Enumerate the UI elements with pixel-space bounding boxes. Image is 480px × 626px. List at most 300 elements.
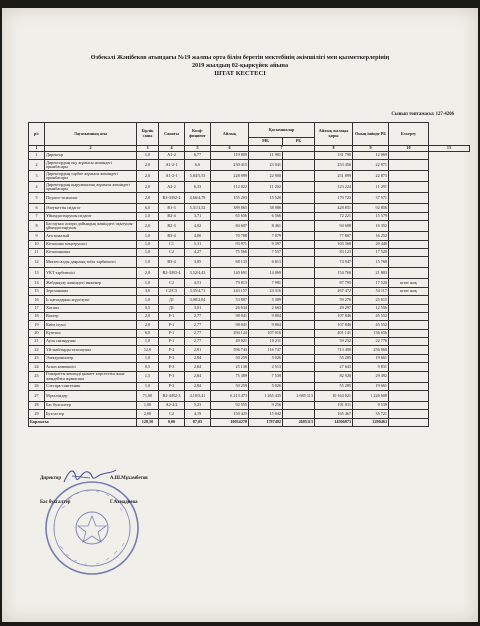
cell-u: 0,5 — [137, 363, 159, 371]
cell-rbf: 11 291 — [353, 182, 389, 193]
cell-note — [389, 268, 429, 279]
cell-note — [389, 171, 429, 182]
cell-note — [389, 346, 429, 354]
official-seal-mark — [42, 478, 142, 578]
cell-sal: 294 124 — [211, 329, 249, 337]
total-label: Барлығы: — [29, 418, 137, 426]
total-sal: 10034278 — [211, 418, 249, 426]
cell-k: 4,19 — [185, 410, 211, 418]
cell-name: Үй-жайларды тазалаушы — [45, 346, 137, 354]
cell-mb: 9 397 — [249, 240, 283, 248]
cell-note — [389, 212, 429, 220]
cell-rbf: 20 440 — [353, 240, 389, 248]
table-row — [29, 212, 470, 220]
cell-note — [389, 312, 429, 320]
cell-sal: 98 041 — [211, 321, 249, 329]
cell-sal: 596 743 — [211, 346, 249, 354]
cell-u: 12,0 — [137, 346, 159, 354]
cell-rbf: 16 352 — [353, 221, 389, 232]
cell-note — [389, 321, 429, 329]
director-label: Директор — [40, 476, 61, 481]
cell-u: 1,0 — [137, 212, 159, 220]
cell-fund: 83 123 — [315, 248, 353, 256]
cell-note — [389, 363, 429, 371]
cell-cat: Р-3 — [159, 371, 185, 382]
table-row — [29, 296, 470, 304]
cell-k: 6,6 — [185, 160, 211, 171]
cell-rbf: 256 960 — [353, 346, 389, 354]
cell-k: 6,33 — [185, 182, 211, 193]
cell-mb: 6 566 — [249, 212, 283, 220]
cell-u: 1,0 — [137, 152, 159, 160]
cell-rbf: 25 015 — [353, 296, 389, 304]
cell-n: 17 — [29, 304, 45, 312]
cell-mb: 6 813 — [249, 257, 283, 268]
cell-name: Ұйымдастырушы педагог — [45, 212, 137, 220]
cell-n: 1 — [29, 152, 45, 160]
cell-k: 4,27 — [185, 248, 211, 256]
cell-name: Жабдықтау жөніндегі инженер — [45, 279, 137, 287]
cell-rb — [283, 152, 315, 160]
cell-sal: 26 634 — [211, 304, 249, 312]
cell-rb — [283, 304, 315, 312]
table-row — [29, 193, 470, 204]
cell-k: 4,00 — [185, 232, 211, 240]
cell-name: Мұғалімдер — [45, 391, 137, 402]
total-u: 128,50 — [137, 418, 159, 426]
cell-name: Аға вожатый — [45, 232, 137, 240]
col-header-mb: МБ — [249, 138, 283, 146]
cell-n: 11 — [29, 248, 45, 256]
cell-sal: 68 133 — [211, 257, 249, 268]
total-k: 87,05 — [185, 418, 211, 426]
cell-rbf: 45 552 — [353, 312, 389, 320]
cell-rbf: 22 971 — [353, 160, 389, 171]
cell-rb — [283, 363, 315, 371]
cell-n: 20 — [29, 329, 45, 337]
cell-u: 2,0 — [137, 171, 159, 182]
cell-mb: 11 202 — [249, 182, 283, 193]
cell-fund: 74 947 — [315, 257, 353, 268]
cell-name: Бастауыш әскери дайындық жөніндегі оқытушы-ұйымдастырушы — [45, 221, 137, 232]
cell-u: 2,0 — [137, 312, 159, 320]
cell-u: 6,0 — [137, 329, 159, 337]
cell-fund: 103 368 — [315, 240, 353, 248]
cell-rb: 2 685 113 — [283, 391, 315, 402]
cell-rbf: 22 776 — [353, 338, 389, 346]
index-cell: 4 — [159, 146, 185, 152]
cell-sal: 228 999 — [211, 171, 249, 182]
cell-mb: 9 804 — [249, 312, 283, 320]
cell-rbf: 15 768 — [353, 257, 389, 268]
cell-u: 2,0 — [137, 268, 159, 279]
cell-mb: 5 389 — [249, 296, 283, 304]
table-row — [29, 391, 470, 402]
cell-rb — [283, 354, 315, 362]
cell-note — [389, 248, 429, 256]
index-cell: 7 — [249, 146, 315, 152]
cell-rb — [283, 193, 315, 204]
cell-cat: Р-3 — [159, 382, 185, 390]
cell-rbf: 12 556 — [353, 304, 389, 312]
cell-u: 1,0 — [137, 296, 159, 304]
cell-note — [389, 304, 429, 312]
table-row — [29, 240, 470, 248]
cell-u: 1,5 — [137, 371, 159, 382]
cell-n: 28 — [29, 402, 45, 410]
cell-fund: 82 928 — [315, 371, 353, 382]
cell-mb: 107 016 — [249, 329, 283, 337]
cell-cat: А2-2 — [159, 182, 185, 193]
cell-u: 1,0 — [137, 338, 159, 346]
cell-name: Аула сыпырушы — [45, 338, 137, 346]
table-row — [29, 232, 470, 240]
cell-name: Әлеуметтік педагог — [45, 204, 137, 212]
cell-rb — [283, 287, 315, 295]
table-row — [29, 171, 470, 182]
cell-sal: 243 157 — [211, 287, 249, 295]
total-rb: 2685113 — [283, 418, 315, 426]
cell-u: 1,0 — [137, 257, 159, 268]
cell-name: Аспаз көмекшісі — [45, 363, 137, 371]
cell-rb — [283, 312, 315, 320]
cell-sal: 75 389 — [211, 371, 249, 382]
cell-k: 2,84 — [185, 382, 211, 390]
cell-sal: 155 203 — [211, 193, 249, 204]
cell-k: 4,66/4,79 — [185, 193, 211, 204]
cell-cat: В2-4/В2-3 — [159, 391, 185, 402]
cell-cat: С2 — [159, 248, 185, 256]
cell-mb: 7 079 — [249, 232, 283, 240]
cell-rb — [283, 296, 315, 304]
cell-rbf: 35 721 — [353, 410, 389, 418]
cell-name: Педагог-психолог — [45, 193, 137, 204]
cell-rb — [283, 382, 315, 390]
cell-k: 6,77 — [185, 152, 211, 160]
cell-u: 2,0 — [137, 321, 159, 329]
col-header-coefficient: Коэф-фициент — [185, 123, 211, 146]
cell-rbf: 17 520 — [353, 248, 389, 256]
cell-fund: 94 608 — [315, 221, 353, 232]
cell-name: ҮКТ тәрбиешісі — [45, 268, 137, 279]
index-cell: 5 — [185, 146, 211, 152]
col-header-fund: Айлық жалақы қоры — [315, 123, 353, 146]
cell-name: Директор — [45, 152, 137, 160]
cell-fund: 131 790 — [315, 152, 353, 160]
cell-fund: 713 490 — [315, 346, 353, 354]
col-header-salary: Айлық — [211, 123, 249, 146]
cell-fund: 10 164 021 — [315, 391, 353, 402]
total-note — [389, 418, 429, 426]
col-header-index: р/с — [29, 123, 45, 146]
cell-sal: 389 865 — [211, 204, 249, 212]
col-header-units: Бірлік саны — [137, 123, 159, 146]
cell-n: 19 — [29, 321, 45, 329]
cell-mb: 24 316 — [249, 287, 283, 295]
cell-n: 10 — [29, 240, 45, 248]
cell-note — [389, 193, 429, 204]
cell-u: 71,00 — [137, 391, 159, 402]
cell-k: 3,35/4,71 — [185, 287, 211, 295]
cell-mb: 116 747 — [249, 346, 283, 354]
cell-n: 13 — [29, 268, 45, 279]
cell-n: 22 — [29, 346, 45, 354]
cell-rb — [283, 410, 315, 418]
cell-mb: 23 041 — [249, 160, 283, 171]
cell-rb — [283, 346, 315, 354]
cell-u: 1,0 — [137, 279, 159, 287]
cell-rb — [283, 257, 315, 268]
col-header-rb: РБ — [283, 138, 315, 146]
cell-name: Бухгалтер — [45, 410, 137, 418]
cell-name: Бас бухгалтер — [45, 402, 137, 410]
cell-note: штат жоқ — [389, 287, 429, 295]
col-header-rb-fund: Оның ішінде РБ — [353, 123, 389, 146]
cell-k: 2,81 — [185, 346, 211, 354]
cell-mb: 15 042 — [249, 410, 283, 418]
cell-cat: В1-3 — [159, 204, 185, 212]
cell-n: 18 — [29, 312, 45, 320]
cell-mb: 8 461 — [249, 221, 283, 232]
cell-rb — [283, 221, 315, 232]
table-row — [29, 257, 470, 268]
cell-k: 4,51 — [185, 279, 211, 287]
cell-cat: С2/С3 — [159, 287, 185, 295]
index-cell: 8 — [315, 146, 353, 152]
col-header-category: Санаты — [159, 123, 185, 146]
cell-n: 27 — [29, 391, 45, 402]
cell-n: 25 — [29, 371, 45, 382]
total-fund: 14506873 — [315, 418, 353, 426]
cell-n: 6 — [29, 204, 45, 212]
cell-note — [389, 221, 429, 232]
cell-fund: 87 795 — [315, 279, 353, 287]
cell-rbf: 16 252 — [353, 232, 389, 240]
cell-cat: С2 — [159, 279, 185, 287]
table-row — [29, 321, 470, 329]
cell-note — [389, 382, 429, 390]
cell-fund: 59 276 — [315, 296, 353, 304]
table-row — [29, 160, 470, 171]
cell-name: Вахтер — [45, 312, 137, 320]
cell-note: штат жоқ — [389, 279, 429, 287]
index-cell: 3 — [137, 146, 159, 152]
col-header-additions: Қосымшалар — [249, 123, 315, 138]
cell-rbf: 9 539 — [353, 402, 389, 410]
cell-u: 6,0 — [137, 204, 159, 212]
table-row — [29, 268, 470, 279]
cell-rbf: 29 492 — [353, 371, 389, 382]
header-line-1: Өзбекәлі Жәнібеков атындағы №19 жалпы орта білім беретін мектебінің әкімшілігі мен қызметкерлерінің — [90, 54, 390, 61]
cell-name: Кітапхана меңгерушісі — [45, 240, 137, 248]
cell-rbf: 17 520 — [353, 279, 389, 287]
cell-rb — [283, 321, 315, 329]
cell-rb — [283, 279, 315, 287]
cell-n: 26 — [29, 382, 45, 390]
cell-cat: Д1 — [159, 296, 185, 304]
table-row — [29, 329, 470, 337]
index-cell: 6 — [211, 146, 249, 152]
cell-note — [389, 338, 429, 346]
cell-fund: 101 811 — [315, 402, 353, 410]
cell-note — [389, 182, 429, 193]
cell-mb: 5 026 — [249, 354, 283, 362]
cell-u: 2,0 — [137, 221, 159, 232]
cell-sal: 25 130 — [211, 363, 249, 371]
cell-name: Ғимаратты кешенді қызмет көрсететін және жөндейтін жұмысшы — [45, 371, 137, 382]
cell-u: 2,0 — [137, 193, 159, 204]
cell-mb: 7 557 — [249, 248, 283, 256]
cell-n: 23 — [29, 354, 45, 362]
cell-cat: В2-3 — [159, 221, 185, 232]
cell-k: 2,77 — [185, 338, 211, 346]
cell-fund: 27 643 — [315, 363, 353, 371]
cell-sal: 70 788 — [211, 232, 249, 240]
cell-mb: 22 900 — [249, 171, 283, 182]
table-row — [29, 402, 470, 410]
cell-name: Директордың оқу жұмысы жөніндегі орынбасары — [45, 160, 137, 171]
cell-k: 4,10/5,41 — [185, 391, 211, 402]
cell-note — [389, 391, 429, 402]
cell-n: 14 — [29, 279, 45, 287]
cell-k: 3,08/2,84 — [185, 296, 211, 304]
cell-k: 2,84 — [185, 354, 211, 362]
cell-k: 3,85 — [185, 257, 211, 268]
cell-rbf: 54 117 — [353, 287, 389, 295]
cell-name: Іс қағаздарын жүргізуші — [45, 296, 137, 304]
cell-n: 8 — [29, 221, 45, 232]
cell-mb: 2 513 — [249, 363, 283, 371]
cell-mb: 9 256 — [249, 402, 283, 410]
table-row — [29, 363, 470, 371]
cell-rbf: 15 579 — [353, 212, 389, 220]
cell-rbf: 136 656 — [353, 329, 389, 337]
cell-sal: 93 971 — [211, 240, 249, 248]
cell-rb — [283, 212, 315, 220]
cell-n: 12 — [29, 257, 45, 268]
table-body — [29, 152, 470, 427]
cell-cat: С2 — [159, 410, 185, 418]
cell-name: Электромонтер — [45, 354, 137, 362]
total-rbf: 2290463 — [353, 418, 389, 426]
cell-cat: В2-3/В2-2 — [159, 193, 185, 204]
cell-k: 2,84 — [185, 371, 211, 382]
cell-fund: 165 467 — [315, 410, 353, 418]
cell-n: 29 — [29, 410, 45, 418]
cell-n: 7 — [29, 212, 45, 220]
cell-cat: В2-4 — [159, 212, 185, 220]
cell-rbf: 37 571 — [353, 193, 389, 204]
accountant-label: Бас бухгалтер — [40, 500, 71, 505]
cell-u: 2,0 — [137, 182, 159, 193]
cell-u: 2,0 — [137, 160, 159, 171]
staff-table — [28, 122, 470, 427]
cell-sal: 50 259 — [211, 354, 249, 362]
cell-note — [389, 257, 429, 268]
cell-name: Зертханашы — [45, 287, 137, 295]
cell-sal: 84 607 — [211, 221, 249, 232]
cell-rb — [283, 160, 315, 171]
cell-note — [389, 410, 429, 418]
cell-name: Киім ілуші — [45, 321, 137, 329]
cell-fund: 251 899 — [315, 171, 353, 182]
cell-note — [389, 204, 429, 212]
cell-rbf: 19 661 — [353, 354, 389, 362]
cell-rbf: 92 856 — [353, 204, 389, 212]
cell-cat: Д1 — [159, 304, 185, 312]
accountant-name: Г.Ахмадиева — [110, 500, 138, 505]
cell-mb: 10 211 — [249, 338, 283, 346]
table-row — [29, 287, 470, 295]
table-row — [29, 354, 470, 362]
table-row — [29, 382, 470, 390]
table-row — [29, 304, 470, 312]
table-row — [29, 248, 470, 256]
cell-mb: 9 804 — [249, 321, 283, 329]
cell-u: 3,0 — [137, 287, 159, 295]
table-row — [29, 221, 470, 232]
cell-n: 9 — [29, 232, 45, 240]
cell-name: Хатшы — [45, 304, 137, 312]
cell-sal: 98 041 — [211, 312, 249, 320]
cell-name: Мектеп алды даярлық тобы тәрбиешісі — [45, 257, 137, 268]
cell-sal: 6 213 473 — [211, 391, 249, 402]
cell-k: 5,31/3,52 — [185, 204, 211, 212]
director-name: А.Ш.Мұхамбетов — [110, 476, 148, 481]
cell-name: Кітапханашы — [45, 248, 137, 256]
cell-fund: 59 232 — [315, 338, 353, 346]
cell-cat: А1-2-1 — [159, 171, 185, 182]
table-row — [29, 152, 470, 160]
cell-rbf: 12 069 — [353, 152, 389, 160]
cell-n: 3 — [29, 171, 45, 182]
cell-mb: 1 265 435 — [249, 391, 283, 402]
cell-fund: 170 723 — [315, 193, 353, 204]
cell-n: 21 — [29, 338, 45, 346]
cell-cat: Р-2 — [159, 346, 185, 354]
classification-label: Сынып топтамасы: 127-4206 — [391, 112, 454, 117]
cell-cat: А1-2 — [159, 152, 185, 160]
cell-fund: 107 846 — [315, 312, 353, 320]
cell-u: 1,0 — [137, 382, 159, 390]
cell-rb — [283, 171, 315, 182]
cell-mb: 15 520 — [249, 193, 283, 204]
totals-row — [29, 418, 470, 426]
cell-cat: Р-1 — [159, 321, 185, 329]
cell-k: 2,84 — [185, 363, 211, 371]
cell-mb: 5 026 — [249, 382, 283, 390]
cell-u: 1,0 — [137, 354, 159, 362]
cell-rbf: 9 831 — [353, 363, 389, 371]
cell-note — [389, 240, 429, 248]
cell-rbf: 1 226 608 — [353, 391, 389, 402]
total-mb: 1787482 — [249, 418, 283, 426]
cell-note — [389, 329, 429, 337]
cell-name: Директордың тәрбие жұмысы жөніндегі орынбасары — [45, 171, 137, 182]
document-sheet — [2, 8, 478, 622]
cell-note — [389, 354, 429, 362]
index-cell: 9 — [353, 146, 389, 152]
cell-cat: А2-2/2 — [159, 402, 185, 410]
cell-cat: В2-3/В3-4 — [159, 268, 185, 279]
cell-u: 1,0 — [137, 240, 159, 248]
cell-n: 16 — [29, 296, 45, 304]
cell-note — [389, 371, 429, 382]
table-row — [29, 204, 470, 212]
col-header-note: Ескерту — [389, 123, 429, 146]
cell-sal: 92 555 — [211, 402, 249, 410]
table-row — [29, 312, 470, 320]
